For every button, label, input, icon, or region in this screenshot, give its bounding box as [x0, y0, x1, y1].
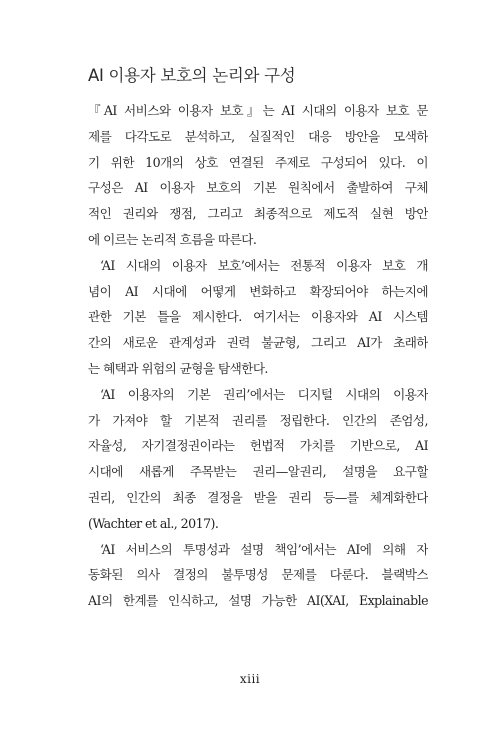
text-line: 권리, 인간의 최종 결정을 받을 권리 등—를 체계화한다 [88, 489, 428, 505]
text-line: 기 위한 10개의 상호 연결된 주제로 구성되어 있다. 이 [88, 154, 428, 170]
text-line: 자율성, 자기결정권이라는 헌법적 가치를 기반으로, AI [88, 438, 428, 454]
page-number: xiii [239, 672, 261, 686]
section-title: AI 이용자 보호의 논리와 구성 [88, 66, 296, 85]
text-line: 『AI 서비스와 이용자 보호』는 AI 시대의 이용자 보호 문 [88, 103, 428, 118]
body-text [88, 98, 428, 614]
text-line: 에 이르는 논리적 흐름을 따른다. [88, 231, 257, 247]
text-line: (Wachter et al., 2017). [88, 515, 219, 531]
text-line: 시대에 새롭게 주목받는 권리—알권리, 설명을 요구할 [88, 464, 428, 480]
text-line: 적인 권리와 쟁점, 그리고 최종적으로 제도적 실현 방안 [88, 206, 428, 222]
text-line: ‘AI 이용자의 기본 권리’에서는 디지털 시대의 이용자 [100, 386, 428, 402]
text-line: 관한 기본 틀을 제시한다. 여기서는 이용자와 AI 시스템 [88, 309, 428, 325]
text-line: 제를 다각도로 분석하고, 실질적인 대응 방안을 모색하 [88, 128, 428, 144]
text-line: ‘AI 서비스의 투명성과 설명 책임’에서는 AI에 의해 자 [100, 541, 428, 557]
text-line: 가 가져야 할 기본적 권리를 정립한다. 인간의 존엄성, [88, 412, 428, 428]
text-line: 간의 새로운 관계성과 권력 불균형, 그리고 AI가 초래하 [88, 335, 428, 351]
text-line: AI의 한계를 인식하고, 설명 가능한 AI(XAI, Explainable [88, 593, 428, 609]
text-line: 동화된 의사 결정의 불투명성 문제를 다룬다. 블랙박스 [88, 567, 428, 583]
text-line: 는 혜택과 위험의 균형을 탐색한다. [88, 360, 268, 376]
text-line: 구성은 AI 이용자 보호의 기본 원칙에서 출발하여 구체 [88, 180, 428, 196]
text-line: ‘AI 시대의 이용자 보호’에서는 전통적 이용자 보호 개 [100, 257, 428, 273]
text-line: 념이 AI 시대에 어떻게 변화하고 확장되어야 하는지에 [88, 283, 428, 299]
